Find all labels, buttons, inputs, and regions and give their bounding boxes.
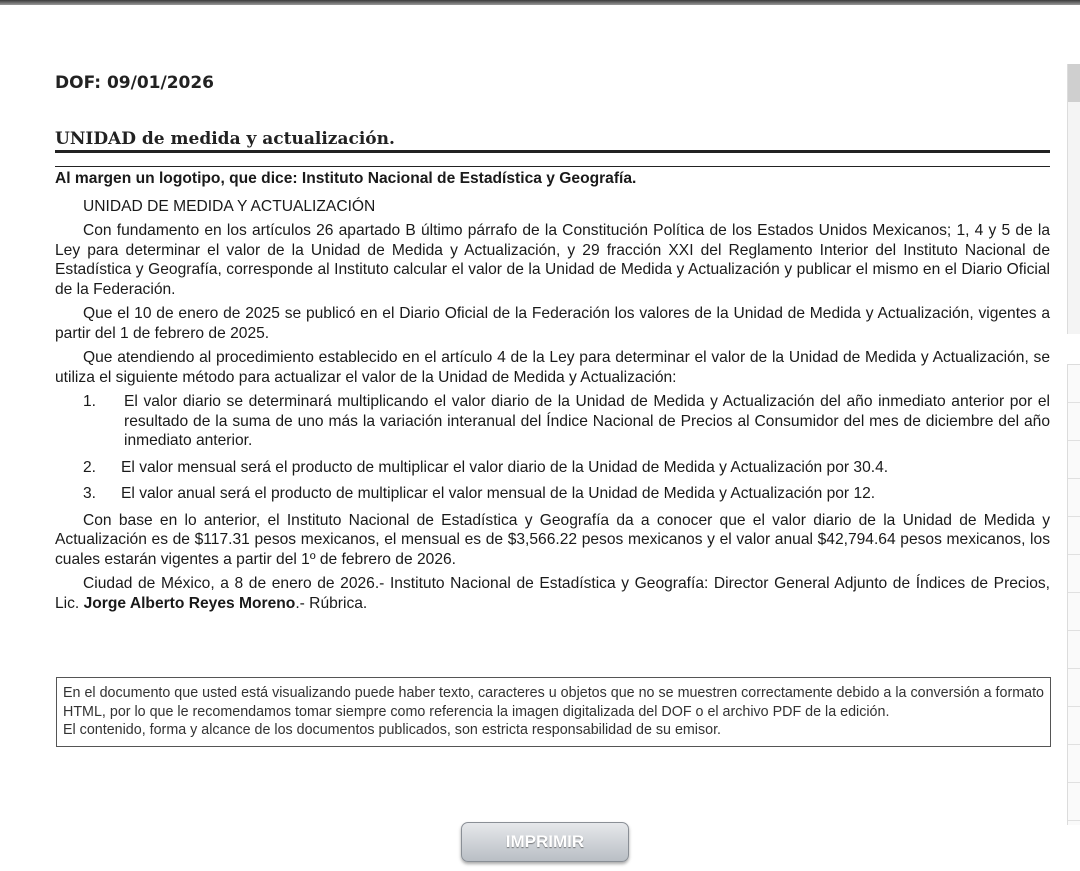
paragraph-values: Con base en lo anterior, el Instituto Nacional de Estadística y Geografía da a conocer que el valor diario de la Unidad de Medida y Actualización es de $117.31 pesos mexicanos, el mensual es de $3,566.22 pesos mexicanos y el valor anual $42,794.64 pesos mexicanos, los cuales estarán vigentes a partir del 1º de febrero de 2026. <box>55 511 1050 568</box>
paragraph-signature <box>55 574 1050 613</box>
side-panel-row <box>1068 669 1080 707</box>
list-item <box>55 484 1050 504</box>
list-item <box>55 458 1050 478</box>
paragraph-legal-basis: Con fundamento en los artículos 26 apartado B último párrafo de la Constitución Política de los Estados Unidos Mexicanos; 1, 4 y 5 de la Ley para determinar el valor de la Unidad de Medida y Actualización, y 29 fracción XXI del Reglamento Interior del Instituto Nacional de Estadística y Geografía, corresponde al Instituto calcular el valor de la Unidad de Medida y Actualización y publicar el mismo en el Diario Oficial de la Federación. <box>55 222 1050 298</box>
list-item-number: 1. <box>83 393 97 410</box>
title-rule-thin <box>55 166 1050 167</box>
top-shadow-bar <box>0 0 1080 5</box>
paragraph-previous-publication: Que el 10 de enero de 2025 se publicó en el Diario Oficial de la Federación los valores de la Unidad de Medida y Actualización, vigentes a partir del 1 de febrero de 2025. <box>55 305 1050 342</box>
list-item-text: El valor anual será el producto de multiplicar el valor mensual de la Unidad de Medida y Actualización por 12. <box>121 485 876 502</box>
list-item <box>55 392 1050 451</box>
side-panel-row <box>1068 783 1080 821</box>
list-item-text: El valor mensual será el producto de multiplicar el valor diario de la Unidad de Medida y Actualización por 30.4. <box>121 458 889 476</box>
publication-date: DOF: 09/01/2026 <box>55 73 215 93</box>
side-panel-row <box>1068 745 1080 783</box>
side-panel-row <box>1068 555 1080 593</box>
disclaimer-text: En el documento que usted está visualizando puede haber texto, caracteres u objetos que no se muestren correctamente debido a la conversión a formato HTML, por lo que le recomendamos tomar siempre como referencia la imagen digitalizada del DOF o el archivo PDF de la edición. <box>63 685 1044 720</box>
side-panel-row <box>1068 517 1080 555</box>
side-panel-row <box>1068 479 1080 517</box>
side-panel-row <box>1068 631 1080 669</box>
side-panel-row <box>1068 365 1080 403</box>
disclaimer-box <box>56 677 1051 747</box>
section-heading: UNIDAD DE MEDIDA Y ACTUALIZACIÓN <box>83 197 376 215</box>
side-panel-row <box>1068 707 1080 745</box>
title-rule-thick <box>55 150 1050 153</box>
side-panel-row <box>1068 441 1080 479</box>
document-body <box>55 169 1050 618</box>
list-item-number: 3. <box>83 485 97 502</box>
signer-name: Jorge Alberto Reyes Moreno <box>83 594 296 612</box>
signature-text: Ciudad de México, a 8 de enero de 2026.- Instituto Nacional de Estadística y Geografía: Director General Adjunto de Índices de Precios, Lic. <box>55 575 1050 612</box>
document-title: UNIDAD de medida y actualización. <box>55 129 395 149</box>
side-panel-row <box>1068 403 1080 441</box>
margin-note: Al margen un logotipo, que dice: Instituto Nacional de Estadística y Geografía. <box>55 170 637 187</box>
scrollbar-thumb[interactable] <box>1068 64 1080 102</box>
responsibility-text: El contenido, forma y alcance de los documentos publicados, son estricta responsabilidad de su emisor. <box>63 722 722 739</box>
side-panel-edge <box>1067 364 1080 825</box>
side-panel-row <box>1068 593 1080 631</box>
list-item-text: El valor diario se determinará multiplicando el valor diario de la Unidad de Medida y Actualización del año inmediato anterior por el resultado de la suma de uno más la variación interanual del Índice Nacional de Precios al Consumidor del mes de diciembre del año inmediato anterior. <box>124 393 1050 449</box>
print-button[interactable]: IMPRIMIR <box>461 822 629 862</box>
list-item-number: 2. <box>83 458 97 476</box>
method-steps-list <box>55 392 1050 504</box>
signature-ending: .- Rúbrica. <box>295 594 368 612</box>
scrollbar-track[interactable] <box>1067 64 1080 334</box>
paragraph-method-intro: Que atendiendo al procedimiento establecido en el artículo 4 de la Ley para determinar el valor de la Unidad de Medida y Actualización, se utiliza el siguiente método para actualizar el valor de la Unidad de Medida y Actualización: <box>55 349 1050 386</box>
